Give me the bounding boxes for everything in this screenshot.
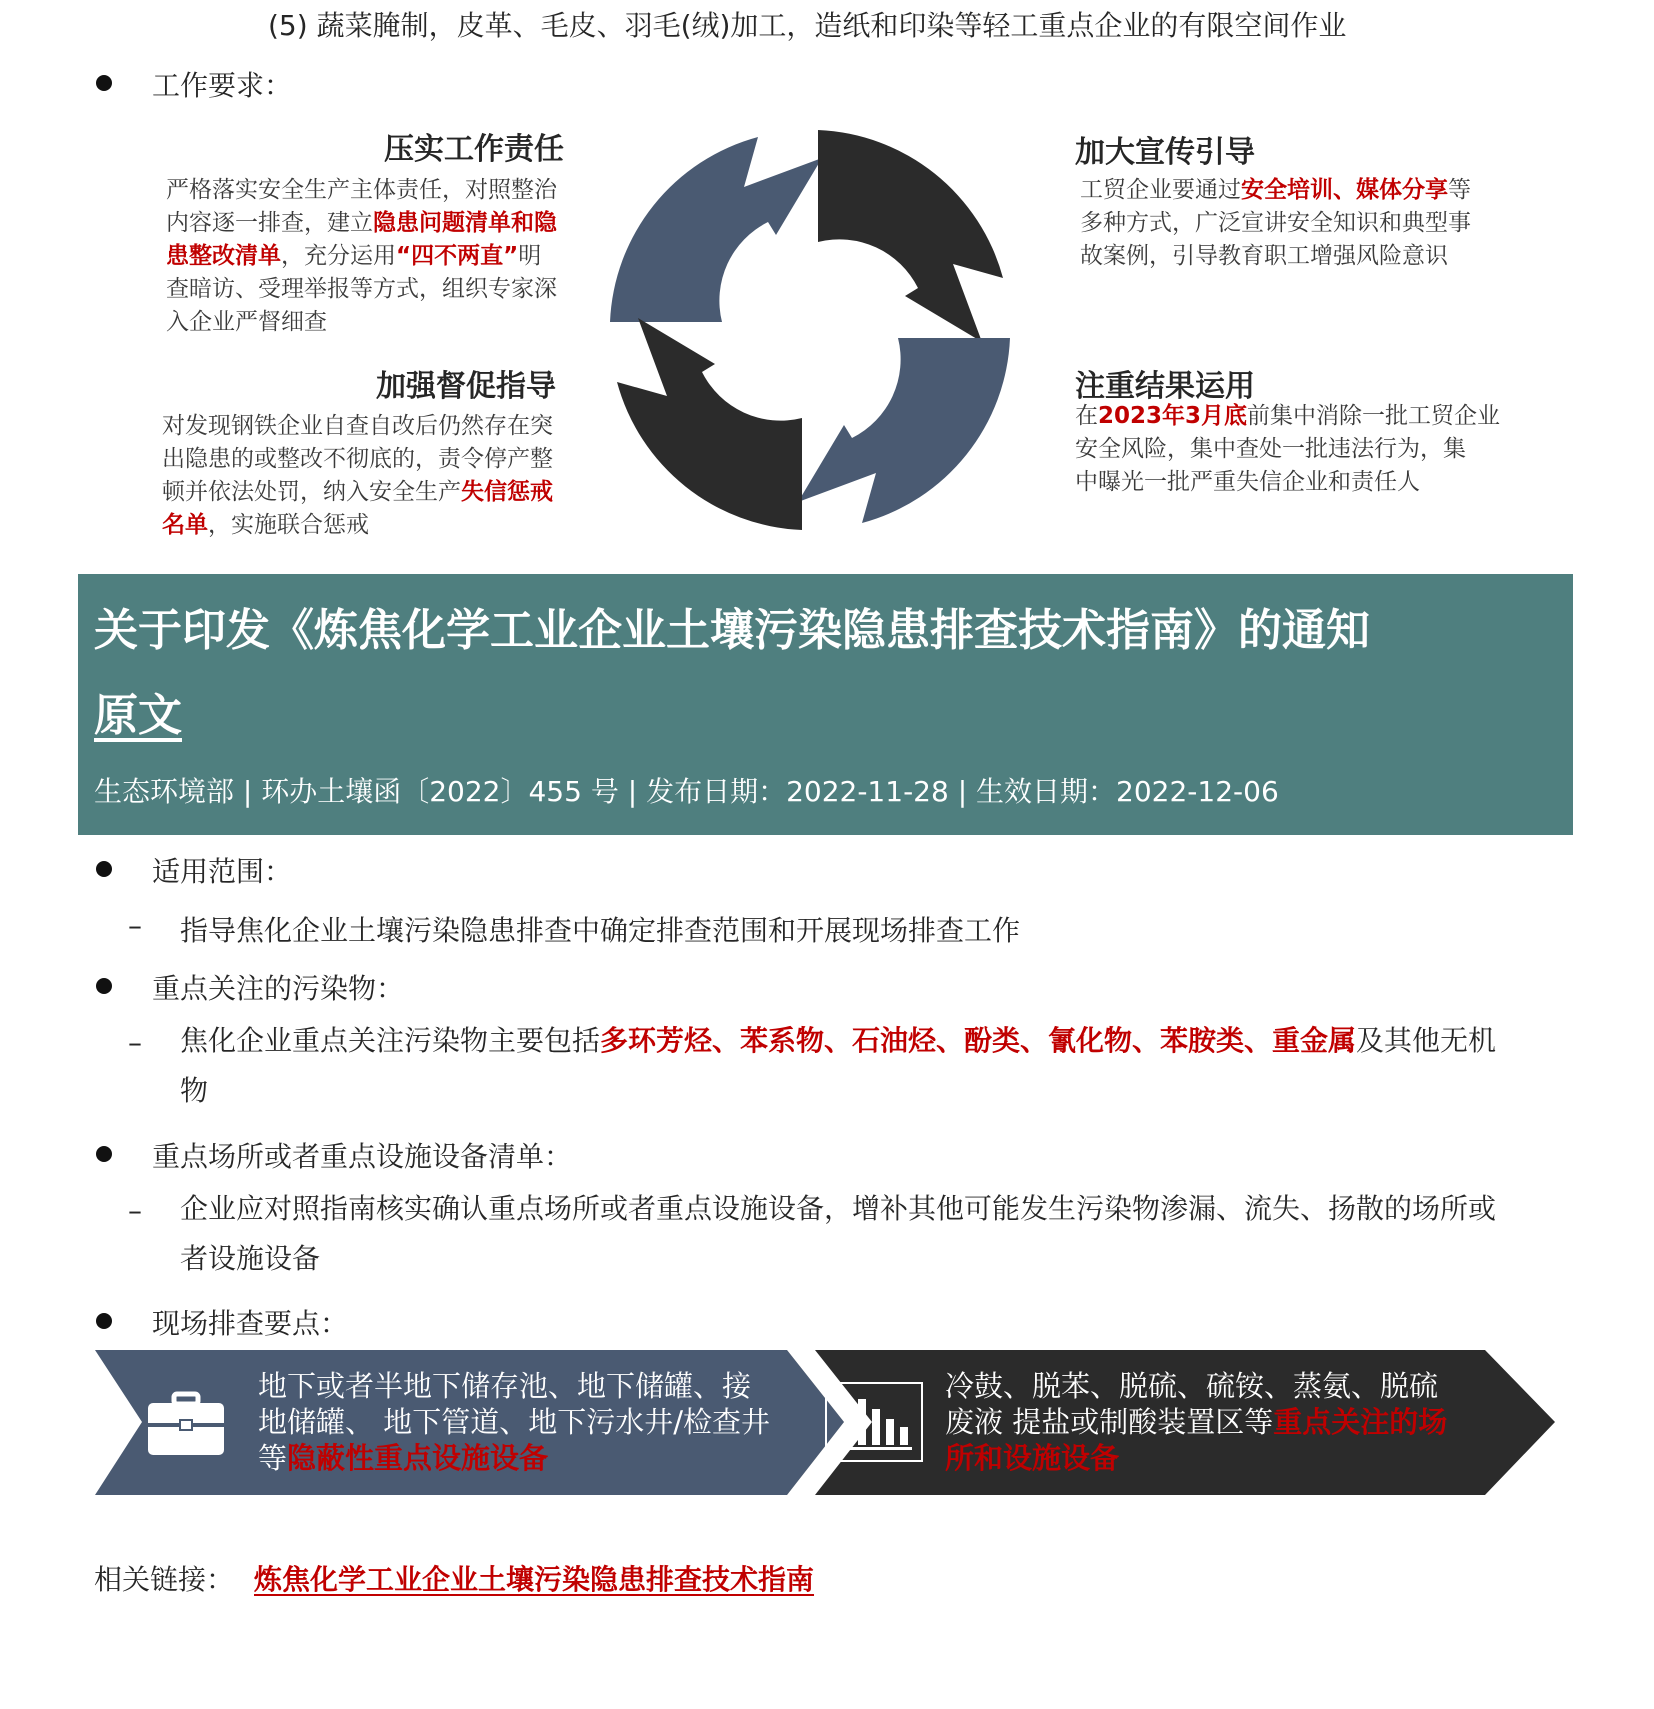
text-run: 等	[1448, 177, 1471, 203]
text-line	[162, 476, 553, 509]
q3-title: 加强督促指导	[376, 369, 556, 404]
pollutants-item	[180, 1016, 1496, 1116]
scope-item: 指导焦化企业土壤污染隐患排查中确定排查范围和开展现场排查工作	[180, 914, 1021, 947]
text-run: 冷鼓、脱苯、脱硫、硫铵、蒸氨、脱硫	[945, 1369, 1439, 1403]
text-line	[1075, 400, 1500, 433]
text-run: 在	[1075, 403, 1098, 429]
text-run: 及其他无机	[1356, 1024, 1497, 1057]
banner-title: 关于印发《炼焦化学工业企业土壤污染隐患排查技术指南》的通知	[94, 605, 1370, 656]
text-run: 入企业严督细查	[166, 309, 327, 335]
q2-title: 加大宣传引导	[1075, 135, 1255, 170]
scope-label: 适用范围：	[152, 855, 293, 888]
text-run: ，实施联合惩戒	[208, 512, 369, 538]
text-line	[180, 1184, 1496, 1234]
pollutants-label: 重点关注的污染物：	[152, 972, 405, 1005]
text-line	[180, 1234, 1496, 1284]
facilities-item	[180, 1184, 1496, 1284]
text-line	[1075, 433, 1500, 466]
text-run: 对发现钢铁企业自查自改后仍然存在突	[162, 413, 553, 439]
highlight-text: 患整改清单	[166, 243, 281, 269]
text-line	[180, 1016, 1496, 1066]
cycle-segment-tl	[610, 137, 822, 322]
text-line	[166, 273, 557, 306]
cycle-ring	[600, 120, 1020, 540]
inspection-label: 现场排查要点：	[152, 1307, 349, 1340]
text-line	[258, 1404, 770, 1440]
original-link[interactable]: 原文	[94, 690, 182, 741]
cycle-segment-br	[798, 338, 1010, 523]
facilities-label: 重点场所或者重点设施设备清单：	[152, 1140, 573, 1173]
text-run: 前集中消除一批工贸企业	[1247, 403, 1501, 429]
text-run: 物	[180, 1074, 209, 1107]
text-run: 废液 提盐或制酸装置区等	[945, 1405, 1274, 1439]
bullet-dot	[96, 1146, 112, 1162]
dash: –	[128, 1026, 142, 1059]
work-req-label: 工作要求：	[152, 69, 293, 102]
highlight-text: 多环芳烃、苯系物、石油烃、酚类、氰化物、苯胺类、重金属	[600, 1024, 1357, 1057]
text-run: 严格落实安全生产主体责任，对照整治	[166, 177, 557, 203]
text-line	[258, 1368, 770, 1404]
q1-title: 压实工作责任	[384, 132, 564, 167]
highlight-text: 隐蔽性重点设施设备	[287, 1441, 549, 1475]
text-run: 中曝光一批严重失信企业和责任人	[1075, 469, 1420, 495]
q3-text	[162, 410, 553, 542]
highlight-text: 2023年3月底	[1098, 403, 1248, 429]
text-run: ，充分运用	[281, 243, 396, 269]
highlight-text: 隐患问题清单和隐	[373, 210, 557, 236]
dash: –	[128, 909, 142, 942]
banner-meta: 生态环境部 | 环办土壤函〔2022〕455 号 | 发布日期：2022-11-28 | 生效日期：2022-12-06	[94, 775, 1279, 808]
text-line	[1080, 174, 1471, 207]
text-run: 内容逐一排查，建立	[166, 210, 373, 236]
text-run: 顿并依法处罚，纳入安全生产	[162, 479, 461, 505]
text-run: 企业应对照指南核实确认重点场所或者重点设施设备，增补其他可能发生污染物渗漏、流失、扬散的场所或	[180, 1192, 1497, 1225]
q2-text	[1080, 174, 1471, 273]
text-run: 出隐患的或整改不彻底的，责令停产整	[162, 446, 553, 472]
highlight-text: 所和设施设备	[945, 1441, 1120, 1475]
related-link[interactable]: 炼焦化学工业企业土壤污染隐患排查技术指南	[254, 1563, 815, 1596]
text-line	[166, 174, 557, 207]
text-line	[258, 1440, 770, 1476]
text-run: 故案例，引导教育职工增强风险意识	[1080, 243, 1448, 269]
text-run: 工贸企业要通过	[1080, 177, 1241, 203]
highlight-text: 名单	[162, 512, 208, 538]
bullet-dot	[96, 978, 112, 994]
text-line	[162, 443, 553, 476]
text-line	[166, 207, 557, 240]
text-run: 地储罐、 地下管道、地下污水井/检查井	[258, 1405, 770, 1439]
cycle-segment-bl	[617, 318, 802, 530]
text-line	[945, 1440, 1447, 1476]
highlight-text: 重点关注的场	[1273, 1405, 1448, 1439]
text-line	[162, 509, 553, 542]
text-line	[945, 1404, 1447, 1440]
text-line	[162, 410, 553, 443]
text-run: 焦化企业重点关注污染物主要包括	[180, 1024, 601, 1057]
text-run: 地下或者半地下储存池、地下储罐、接	[258, 1369, 752, 1403]
cycle-segment-tr	[818, 130, 1003, 342]
bullet-dot	[96, 861, 112, 877]
text-run: 明	[518, 243, 542, 269]
text-run: 多种方式，广泛宣讲安全知识和典型事	[1080, 210, 1471, 236]
highlight-text: “四不两直”	[396, 243, 519, 269]
q1-text	[166, 174, 557, 339]
text-line	[180, 1066, 1496, 1116]
briefcase-icon	[148, 1394, 224, 1455]
text-run: 者设施设备	[180, 1242, 321, 1275]
dash: –	[128, 1194, 142, 1227]
q4-text	[1075, 400, 1500, 499]
text-line	[1080, 240, 1471, 273]
q4-title: 注重结果运用	[1075, 369, 1255, 404]
notice-banner	[78, 574, 1573, 835]
highlight-text: 安全培训、媒体分享	[1241, 177, 1448, 203]
text-run: 安全风险，集中查处一批违法行为，集	[1075, 436, 1466, 462]
bullet-dot	[96, 75, 112, 91]
text-run: 等	[258, 1441, 288, 1475]
text-line	[1075, 466, 1500, 499]
related-label: 相关链接：	[94, 1563, 235, 1596]
text-line	[945, 1368, 1447, 1404]
bullet-dot	[96, 1313, 112, 1329]
left-arrow-text	[258, 1368, 770, 1476]
text-line	[166, 306, 557, 339]
top-line: (5) 蔬菜腌制，皮革、毛皮、羽毛(绒)加工，造纸和印染等轻工重点企业的有限空间作业	[268, 9, 1347, 42]
text-line	[166, 240, 557, 273]
text-run: 查暗访、受理举报等方式，组织专家深	[166, 276, 557, 302]
highlight-text: 失信惩戒	[461, 479, 553, 505]
text-line	[1080, 207, 1471, 240]
right-arrow-text	[945, 1368, 1447, 1476]
